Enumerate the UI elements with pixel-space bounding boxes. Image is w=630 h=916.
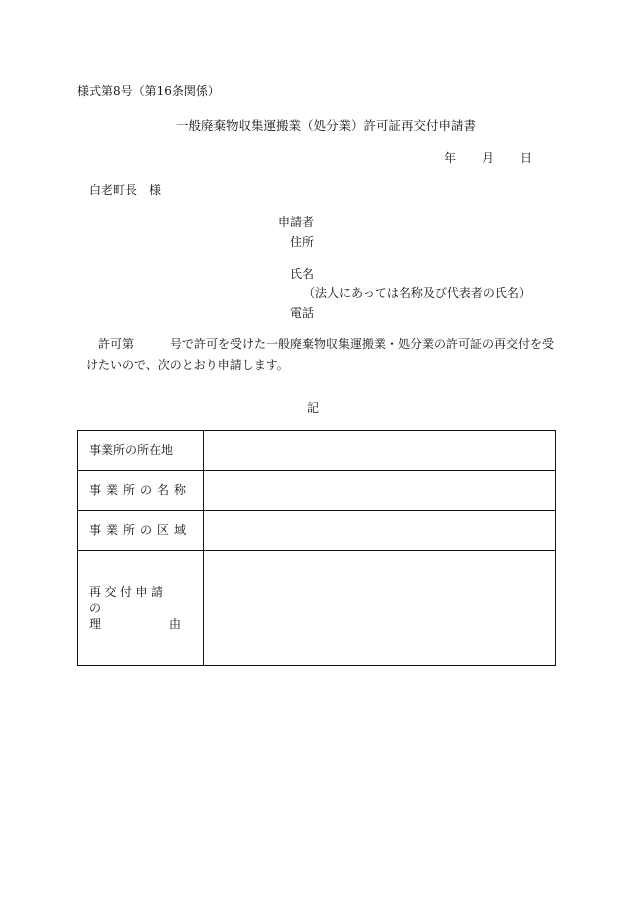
date-year: 年 bbox=[444, 151, 457, 165]
reason-value-cell[interactable] bbox=[204, 551, 556, 666]
table-row bbox=[78, 551, 556, 666]
reason-label-line-1: 再交付申請の bbox=[89, 585, 167, 615]
location-label-text: 事業所の所在地 bbox=[89, 443, 174, 458]
area-value-cell[interactable] bbox=[204, 511, 556, 551]
office-name-label bbox=[78, 471, 204, 511]
area-label-text: 事業所の区域 bbox=[89, 523, 192, 538]
location-value-cell[interactable] bbox=[204, 431, 556, 471]
table-row bbox=[78, 511, 556, 551]
table-row bbox=[78, 471, 556, 511]
ki-heading: 記 bbox=[307, 401, 320, 415]
date-line bbox=[444, 151, 532, 165]
area-label bbox=[78, 511, 204, 551]
reason-label-block bbox=[89, 584, 181, 632]
name-label: 氏名 bbox=[290, 267, 315, 281]
reason-label-yu: 由 bbox=[168, 617, 181, 631]
applicant-label: 申請者 bbox=[278, 215, 315, 229]
body-line-2: けたいので、次のとおり申請します。 bbox=[86, 358, 289, 372]
info-table bbox=[77, 430, 556, 666]
address-label: 住所 bbox=[290, 235, 315, 249]
reason-label-line-2 bbox=[89, 616, 181, 632]
body-line-1: 許可第 号で許可を受けた一般廃棄物収集運搬業・処分業の許可証の再交付を受 bbox=[98, 337, 555, 351]
form-number: 様式第8号（第16条関係） bbox=[77, 84, 220, 98]
reason-label bbox=[78, 551, 204, 666]
phone-label: 電話 bbox=[290, 306, 315, 320]
name-note: （法人にあっては名称及び代表者の氏名） bbox=[303, 286, 531, 300]
reason-label-ri: 理 bbox=[89, 617, 102, 631]
table-row bbox=[78, 431, 556, 471]
recipient: 白老町長 様 bbox=[89, 183, 162, 197]
location-label bbox=[78, 431, 204, 471]
document-title: 一般廃棄物収集運搬業（処分業）許可証再交付申請書 bbox=[176, 118, 477, 133]
office-name-label-text: 事業所の名称 bbox=[89, 483, 192, 498]
date-day: 日 bbox=[520, 151, 533, 165]
office-name-value-cell[interactable] bbox=[204, 471, 556, 511]
date-month: 月 bbox=[482, 151, 495, 165]
application-body bbox=[86, 334, 556, 376]
